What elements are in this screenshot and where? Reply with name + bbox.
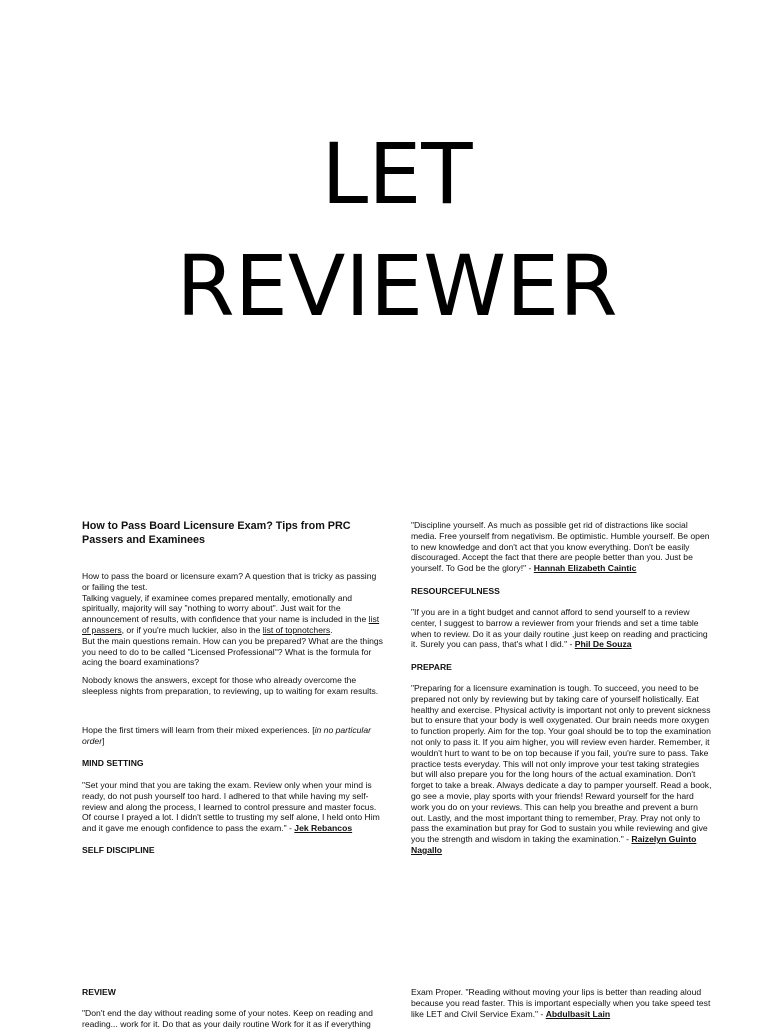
mind-setting-heading: MIND SETTING bbox=[82, 758, 144, 768]
intro-text-4: Nobody knows the answers, except for those who already overcome the sleepless nights from preparation, to reviewing, up to waiting for exam results. bbox=[82, 675, 379, 696]
prepare-quote-text: "Preparing for a licensure examination is tough. To succeed, you need to be prepared not only by reviewing but by taking care of yourself holistically. Eat healthy and exercise. Physical activity is important not only to prevent sickness but to ensure that your body is well oxygenated. Our brain needs more oxygen to function properly. Aim for the top. Your goal should be to top the examination not only to pass it. If you aim higher, you will review even harder. Remember, it wouldn't hurt to want to be on top because if you fail, you're sure to pass. Take practice tests everyday. This will not only improve your test taking strategies but will also prepare you for the long hours of the actual examination. Don't forget to take a break. Always dedicate a day to pamper yourself. Read a book, go see a movie, play sports with your friends! Reward yourself for the hard work you do on your reviews. This can help you breathe and prevent a burn out. Lastly, and the most important thing to remember, Pray. Pray not only to pass the examination but pray for God to sustain you while reviewing and give you the strength and wisdom in taking the examination." - bbox=[411, 683, 712, 845]
intro-text-2a: Talking vaguely, if examinee comes prepared mentally, emotionally and spiritually, majority will say "nothing to worry about". Just wait for the announcement of results, with confidence that your name is included in the bbox=[82, 592, 369, 625]
intro-text-5b: ] bbox=[102, 735, 105, 746]
discipline-quote-block bbox=[411, 520, 713, 574]
intro-paragraph-5 bbox=[82, 725, 385, 747]
prepare-quote bbox=[411, 683, 713, 856]
discipline-author: Hannah Elizabeth Caintic bbox=[533, 563, 637, 574]
list-of-topnotchers-link[interactable]: list of topnotchers bbox=[262, 624, 331, 635]
resourcefulness-section bbox=[411, 586, 713, 597]
intro-text-3: But the main questions remain. How can you be prepared? What are the things you need to do to be called "Licensed Professional"? What is the formula for acing the board examinations? bbox=[82, 635, 383, 668]
review-heading: REVIEW bbox=[82, 987, 116, 997]
prepare-section bbox=[411, 662, 713, 673]
intro-paragraph-1 bbox=[82, 571, 385, 668]
discipline-quote-text: "Discipline yourself. As much as possible get rid of distractions like social media. Free yourself from negativism. Be optimistic. Humble yourself. Be open to new knowledge and don't act that you know everything. Don't be easily discouraged. Accept the fact that there are people better than you. Just be yourself. To God be the glory!" - bbox=[411, 520, 710, 574]
intro-text-2 bbox=[82, 593, 385, 636]
mind-setting-quote-block bbox=[82, 780, 385, 834]
review-quote: "Don't end the day without reading some of your notes. Keep on reading and reading... work for it. Do that as your daily routine Work for it as if everything bbox=[82, 1008, 373, 1029]
resourcefulness-quote-text: "If you are in a tight budget and cannot afford to send yourself to a review center, I suggest to barrow a reviewer from your friends and set a time table when to review. Do it as your daily routine ,just keep on reading and practicing it. Surely you can pass, that's what I did." - bbox=[411, 607, 708, 650]
resourcefulness-heading: RESOURCEFULNESS bbox=[411, 586, 500, 596]
list-of-passers-link[interactable]: list of passers bbox=[82, 614, 380, 635]
document-title-line-2: REVIEWER bbox=[176, 237, 618, 335]
intro-text-2c: . bbox=[330, 624, 333, 635]
resourcefulness-author: Phil De Souza bbox=[574, 639, 632, 650]
mind-setting-quote bbox=[82, 780, 385, 834]
review-quote-block bbox=[82, 1008, 385, 1030]
article-heading: How to Pass Board Licensure Exam? Tips from PRC Passers and Examinees bbox=[82, 520, 351, 546]
intro-text-1: How to pass the board or licensure exam? A question that is tricky as passing or failing the test. bbox=[82, 571, 377, 592]
intro-text-5-italic: in no particular order bbox=[82, 725, 371, 746]
self-discipline-heading: SELF DISCIPLINE bbox=[82, 845, 155, 855]
left-column bbox=[82, 520, 385, 547]
mind-setting-author: Jek Rebancos bbox=[294, 823, 353, 834]
exam-proper-author: Abdulbasit Lain bbox=[545, 1008, 611, 1019]
document-title-line-1: LET bbox=[321, 125, 473, 223]
intro-text-5 bbox=[82, 725, 385, 747]
prepare-quote-block bbox=[411, 683, 713, 856]
mind-setting-quote-text: "Set your mind that you are taking the exam. Review only when your mind is ready, do not push yourself too hard. I adhered to that while having my self-review and along the process, I learned to control pressure and master focus. Of course I prayed a lot. I didn't settle to trusting my self alone, I held onto Him and it gave me enough confidence to pass the exam." - bbox=[82, 780, 380, 834]
discipline-quote bbox=[411, 520, 713, 574]
exam-proper-quote bbox=[411, 987, 713, 1019]
exam-proper-quote-text: Exam Proper. "Reading without moving your lips is better than reading aloud because you read faster. This is important especially when you take speed test like LET and Civil Service Exam." - bbox=[411, 987, 711, 1019]
self-discipline-section bbox=[82, 845, 385, 856]
mind-setting-section bbox=[82, 758, 385, 769]
prepare-author: Raizelyn Guinto Nagallo bbox=[411, 834, 697, 855]
exam-proper-quote-block bbox=[411, 987, 713, 1019]
intro-text-2b: , or if you're much luckier, also in the bbox=[121, 624, 263, 635]
prepare-heading: PREPARE bbox=[411, 662, 452, 672]
review-section bbox=[82, 987, 385, 998]
intro-paragraph-4 bbox=[82, 675, 385, 697]
resourcefulness-quote-block bbox=[411, 607, 713, 650]
resourcefulness-quote bbox=[411, 607, 713, 650]
intro-text-5a: Hope the first timers will learn from their mixed experiences. [ bbox=[82, 725, 315, 735]
